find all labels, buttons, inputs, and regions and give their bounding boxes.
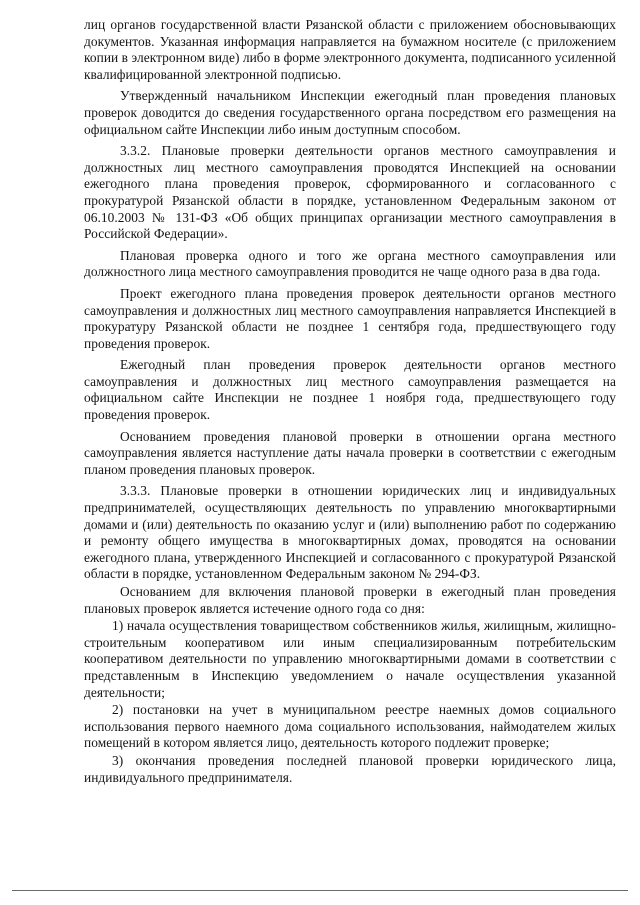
list-item-2: 2) постановки на учет в муниципальном реестре наемных домов социального использования первого наемного дома социального использования, наймодателем жилых помещений в котором является лицо, деятельность которого подлежит проверке; xyxy=(84,702,616,751)
paragraph-6: Ежегодный план проведения проверок деятельности органов местного самоуправления и должностных лиц местного самоуправления размещается на официальном сайте Инспекции не позднее 1 ноября года, предшествующего году проведения проверок. xyxy=(84,357,616,423)
list-item-3: 3) окончания проведения последней плановой проверки юридического лица, индивидуального предпринимателя. xyxy=(84,752,616,785)
page-bottom-rule xyxy=(12,890,628,891)
paragraph-4: Плановая проверка одного и того же органа местного самоуправления или должностного лица местного самоуправления проводится не чаще одного раза в два года. xyxy=(84,247,616,280)
paragraph-5: Проект ежегодного плана проведения проверок деятельности органов местного самоуправления и должностных лиц местного самоуправления направляется Инспекцией в прокуратуру Рязанской области не позднее 1 сентября года, предшествующего году проведения проверок. xyxy=(84,285,616,351)
list-item-1: 1) начала осуществления товариществом собственников жилья, жилищным, жилищно-строительным кооперативом или иным специализированным потребительским кооперативом деятельности по управлению многоквартирными домами в соответствии с представленным в Инспекцию уведомлением о начале осуществления указанной деятельности; xyxy=(84,618,616,700)
paragraph-1: лиц органов государственной власти Рязанской области с приложением обосновывающих документов. Указанная информация направляется на бумажном носителе (с приложением копии в электронном виде) либо в форме электронного документа, подписанного усиленной квалифицированной электронной подписью. xyxy=(84,17,616,82)
paragraph-3-3-3: 3.3.3. Плановые проверки в отношении юридических лиц и индивидуальных предпринимателей, осуществляющих деятельность по управлению многоквартирными домами и (или) деятельность по оказанию услуг и (или) выполнению работ по содержанию и ремонту общего имущества в многоквартирных домах, проводятся на основании ежегодного плана, утвержденного Инспекцией и согласованного с прокуратурой Рязанской области в порядке, установленном Федеральным законом № 294-ФЗ. xyxy=(84,483,616,582)
paragraph-2: Утвержденный начальником Инспекции ежегодный план проведения плановых проверок доводится до сведения государственного органа посредством его размещения на официальном сайте Инспекции либо иным доступным способом. xyxy=(84,88,616,137)
paragraph-7: Основанием проведения плановой проверки в отношении органа местного самоуправления является наступление даты начала проверки в соответствии с ежегодным планом проведения плановых проверок. xyxy=(84,428,616,477)
paragraph-9: Основанием для включения плановой проверки в ежегодный план проведения плановых проверок является истечение одного года со дня: xyxy=(84,584,616,616)
paragraph-3-3-2: 3.3.2. Плановые проверки деятельности органов местного самоуправления и должностных лиц местного самоуправления проводятся Инспекцией на основании ежегодного плана проведения проверок, сформированного и согласованного с прокуратурой Рязанской области в порядке, установленном Федеральным законом от 06.10.2003 № 131-ФЗ «Об общих принципах организации местного самоуправления в Российской Федерации». xyxy=(84,143,616,242)
